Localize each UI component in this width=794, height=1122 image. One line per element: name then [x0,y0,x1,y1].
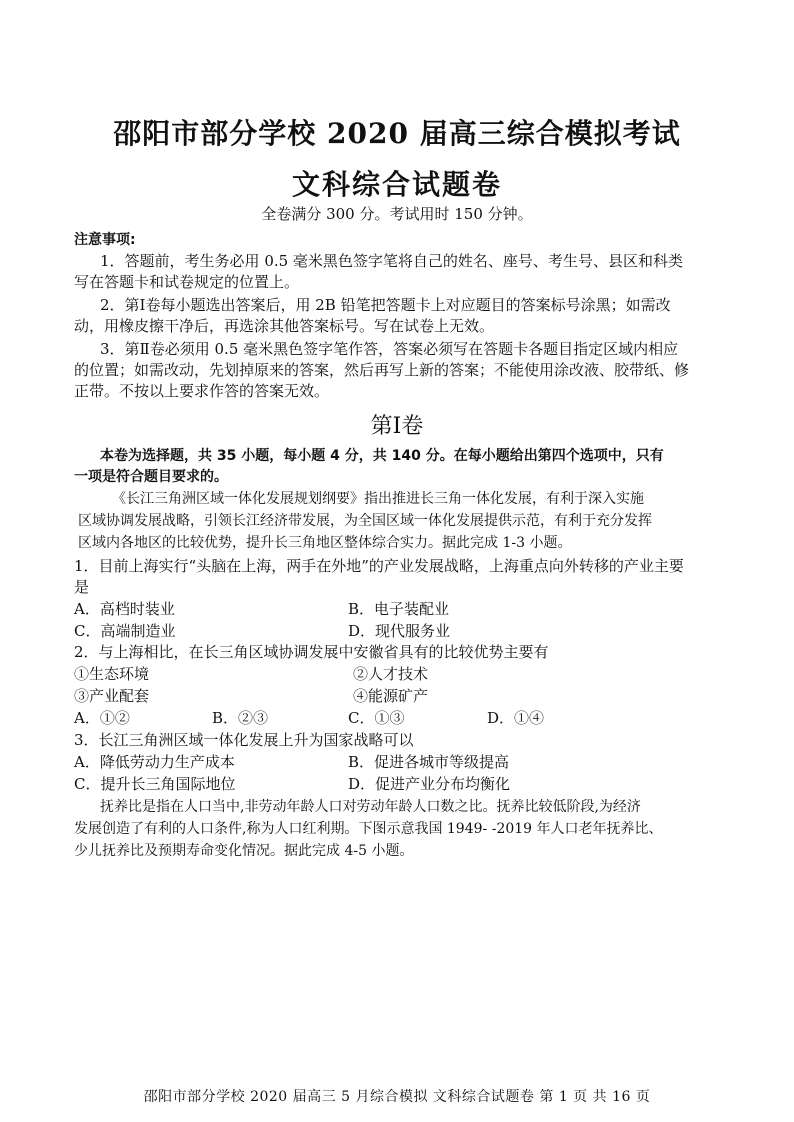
question-2-stem: 2．与上海相比，在长三角区域协调发展中安徽省具有的比较优势主要有 [74,643,549,661]
passage-line: 少儿抚养比及预期寿命变化情况。据此完成 4-5 小题。 [74,843,414,859]
question-3-option-b: B．促进各城市等级提高 [348,753,510,771]
exam-info: 全卷满分 300 分。考试用时 150 分钟。 [261,205,533,223]
section-intro: 本卷为选择题，共 35 小题，每小题 4 分，共 140 分。在每小题给出第四个选项中，只有 [100,448,664,464]
question-2-option-c: C．①③ [348,709,405,727]
section-title: 第Ⅰ卷 [370,414,424,439]
question-3-option-c: C．提升长三角国际地位 [74,775,236,793]
notice-line: 2．第Ⅰ卷每小题选出答案后，用 2B 铅笔把答题卡上对应题目的答案标号涂黑；如需改 [100,296,671,314]
question-1-option-b: B．电子装配业 [348,600,450,618]
question-1-option-a: A．高档时装业 [74,600,175,618]
notice-line: 的位置；如需改动，先划掉原来的答案，然后再写上新的答案；不能使用涂改液、胶带纸、修 [74,361,690,379]
passage-line: 抚养比是指在人口当中,非劳动年龄人口对劳动年龄人口数之比。抚养比较低阶段,为经济 [100,799,641,815]
passage-line: 发展创造了有利的人口条件,称为人口红利期。下图示意我国 1949- -2019 年人口老年抚养比、 [74,821,663,837]
notice-line: 3．第Ⅱ卷必须用 0.5 毫米黑色签字笔作答，答案必须写在答题卡各题目指定区域内相应 [100,340,679,358]
question-3-stem: 3．长江三角洲区域一体化发展上升为国家战略可以 [74,731,414,749]
passage-line: 《长江三角洲区域一体化发展规划纲要》指出推进长三角一体化发展，有利于深入实施 [112,491,644,507]
question-3-option-a: A．降低劳动力生产成本 [74,753,235,771]
question-2-option-d: D．①④ [487,709,545,727]
exam-title: 邵阳市部分学校 2020 届高三综合模拟考试 [113,117,681,150]
question-1-option-d: D．现代服务业 [348,622,451,640]
question-2-item: ④能源矿产 [353,687,429,705]
question-2-item: ③产业配套 [74,687,150,705]
notice-line: 动，用橡皮擦干净后，再选涂其他答案标号。写在试卷上无效。 [74,317,495,335]
section-intro: 一项是符合题目要求的。 [74,469,228,485]
exam-subtitle: 文科综合试题卷 [291,168,502,201]
question-2-option-a: A．①② [74,709,130,727]
passage-line: 区域内各地区的比较优势，提升长三角地区整体综合实力。据此完成 1-3 小题。 [78,535,572,551]
question-2-item: ②人才技术 [353,665,429,683]
notice-line: 1．答题前，考生务必用 0.5 毫米黑色签字笔将自己的姓名、座号、考生号、县区和科类 [100,252,683,270]
question-1-option-c: C．高端制造业 [74,622,176,640]
notice-line: 写在答题卡和试卷规定的位置上。 [74,273,300,291]
page-footer: 邵阳市部分学校 2020 届高三 5 月综合模拟 文科综合试题卷 第 1 页 共 16 页 [143,1089,651,1105]
question-3-option-d: D．促进产业分布均衡化 [348,775,511,793]
passage-line: 区域协调发展战略，引领长江经济带发展，为全国区域一体化发展提供示范，有利于充分发挥 [78,513,652,529]
question-1-stem: 1．目前上海实行“头脑在上海，两手在外地”的产业发展战略，上海重点向外转移的产业主要 [74,557,684,575]
notice-heading: 注意事项: [74,232,136,248]
question-2-item: ①生态环境 [74,665,150,683]
question-1-stem: 是 [74,578,90,596]
question-2-option-b: B．②③ [212,709,269,727]
notice-line: 正带。不按以上要求作答的答案无效。 [74,382,330,400]
